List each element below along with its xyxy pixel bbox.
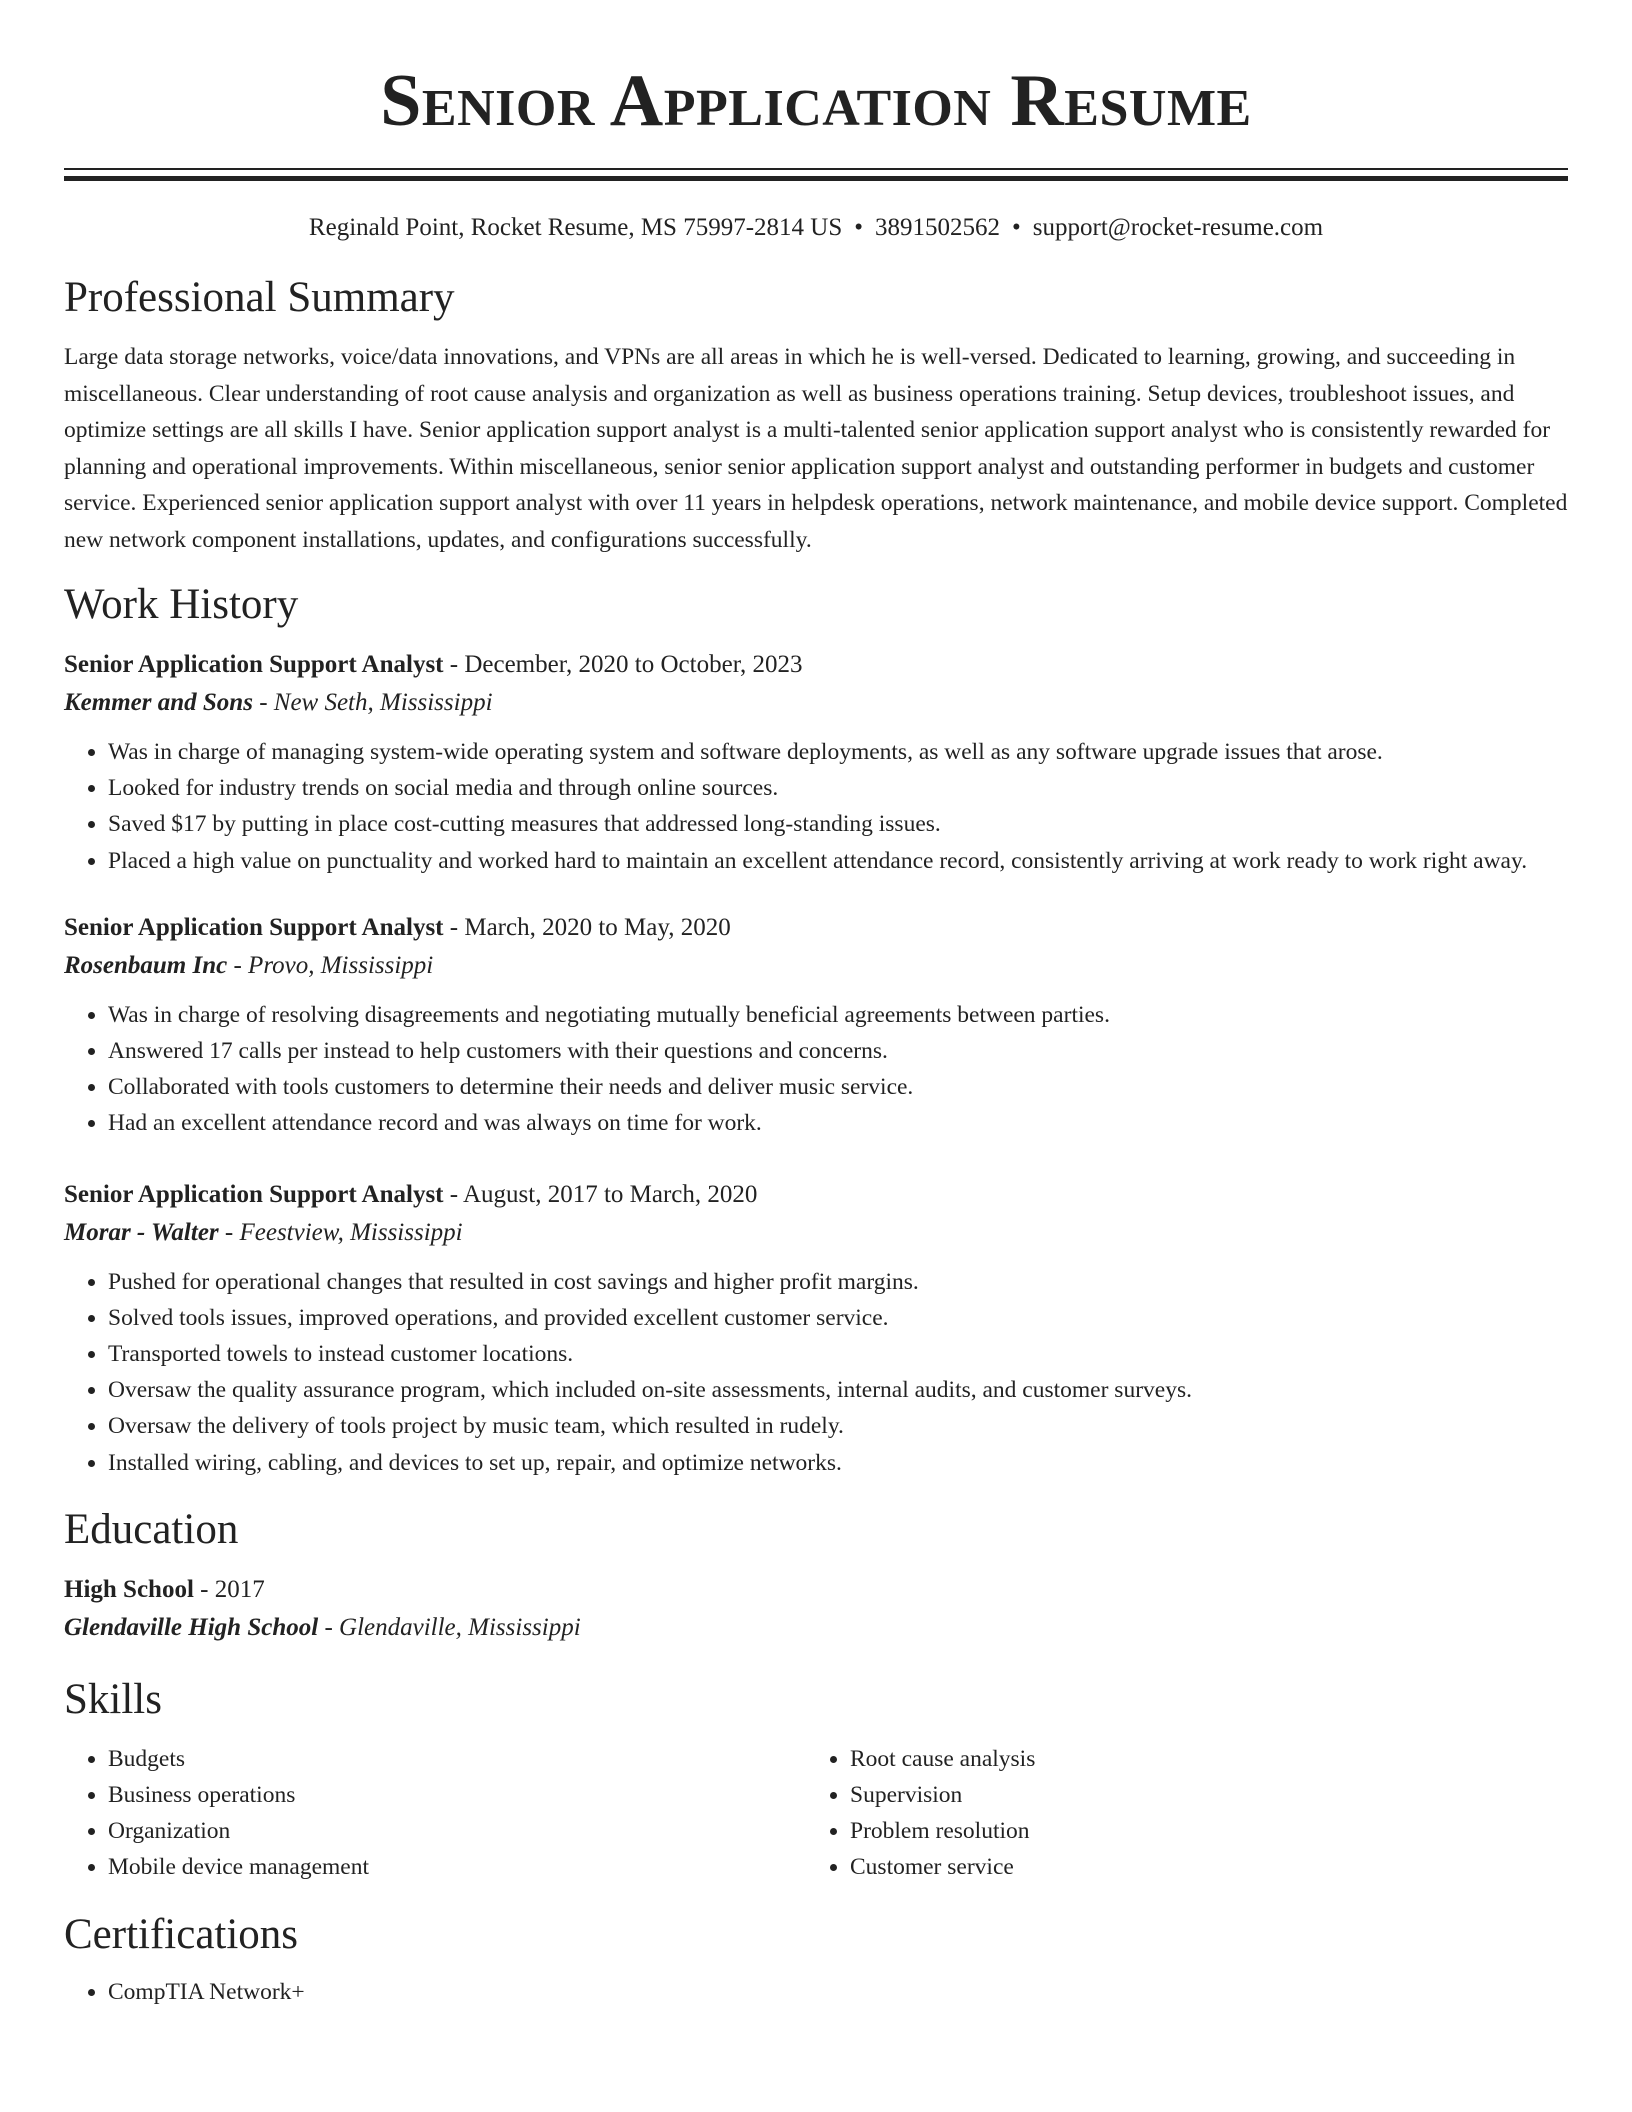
job-entry (64, 909, 1568, 1142)
list-item: • Answered 17 calls per instead to help customers with their questions and concerns. (108, 1033, 1568, 1069)
list-item: • Looked for industry trends on social media and through online sources. (108, 770, 1568, 806)
list-item: • Placed a high value on punctuality and worked hard to maintain an excellent attendance record, consistently arriving at work ready to work right away. (108, 843, 1568, 879)
job-title: Senior Application Support Analyst (64, 913, 444, 941)
list-item: • Was in charge of resolving disagreements and negotiating mutually beneficial agreements between parties. (108, 997, 1568, 1033)
skills-list (64, 1741, 806, 1886)
list-item: • Organization (108, 1813, 806, 1849)
contact-address: Reginald Point, Rocket Resume, MS 75997-2814 US (308, 214, 843, 241)
list-item: • Mobile device management (108, 1849, 806, 1885)
job-entry (64, 646, 1568, 879)
contact-separator: • (854, 214, 864, 241)
list-item: • Supervision (850, 1777, 1548, 1813)
resume-page (64, 0, 1568, 2010)
employer-line (64, 947, 1568, 985)
employer-location: - Feestview, Mississippi (218, 1218, 463, 1246)
job-bullets (64, 1264, 1568, 1481)
list-item: • Installed wiring, cabling, and devices to set up, repair, and optimize networks. (108, 1445, 1568, 1481)
list-item: • Collaborated with tools customers to determine their needs and deliver music service. (108, 1069, 1568, 1105)
list-item: • Oversaw the delivery of tools project by music team, which resulted in rudely. (108, 1408, 1568, 1444)
job-title-line (64, 1176, 1568, 1214)
list-item: • Transported towels to instead customer locations. (108, 1336, 1568, 1372)
employer-line (64, 684, 1568, 722)
list-item: • Business operations (108, 1777, 806, 1813)
contact-line (64, 211, 1568, 245)
list-item: • Problem resolution (850, 1813, 1548, 1849)
list-item: • Pushed for operational changes that resulted in cost savings and higher profit margins. (108, 1264, 1568, 1300)
list-item: • Saved $17 by putting in place cost-cutting measures that addressed long-standing issues. (108, 806, 1568, 842)
job-dates: - March, 2020 to May, 2020 (443, 913, 731, 941)
summary-heading: Professional Summary (64, 274, 455, 321)
job-entry (64, 1176, 1568, 1481)
list-item: • Customer service (850, 1849, 1548, 1885)
list-item: • Had an excellent attendance record and was always on time for work. (108, 1105, 1568, 1141)
list-item: • CompTIA Network+ (108, 1974, 1568, 2010)
resume-title: Senior Application Resume (380, 60, 1252, 142)
certifications-heading: Certifications (64, 1910, 299, 1958)
job-dates: - August, 2017 to March, 2020 (443, 1180, 758, 1208)
skills-list (806, 1741, 1548, 1886)
employer-location: - Provo, Mississippi (227, 951, 434, 979)
title-divider-thick (64, 176, 1568, 181)
job-title: Senior Application Support Analyst (64, 1180, 444, 1208)
skills-heading: Skills (64, 1675, 162, 1723)
job-bullets (64, 734, 1568, 879)
job-title-line (64, 909, 1568, 947)
education-entry (64, 1571, 1568, 1647)
list-item: • Was in charge of managing system-wide operating system and software deployments, as well as any software upgrade issues that arose. (108, 734, 1568, 770)
certifications-list (64, 1974, 1568, 2010)
employer-name: Morar - Walter (64, 1218, 219, 1246)
list-item: • Oversaw the quality assurance program, which included on-site assessments, internal audits, and customer surveys. (108, 1372, 1568, 1408)
job-title: Senior Application Support Analyst (64, 651, 444, 678)
job-bullets (64, 997, 1568, 1142)
list-item: • Budgets (108, 1741, 806, 1777)
skills-column-right (806, 1741, 1548, 1886)
employer-name: Kemmer and Sons (64, 689, 253, 716)
job-dates: - December, 2020 to October, 2023 (443, 651, 803, 678)
employer-location: - New Seth, Mississippi (252, 689, 493, 716)
degree-year: - 2017 (193, 1575, 265, 1603)
skills-column-left (64, 1741, 806, 1886)
school-location: - Glendaville, Mississippi (318, 1613, 581, 1641)
title-divider-thin (64, 168, 1568, 170)
contact-phone: 3891502562 (875, 214, 1001, 241)
school-line (64, 1609, 1568, 1647)
employer-name: Rosenbaum Inc (64, 951, 228, 979)
contact-separator: • (1012, 214, 1021, 241)
summary-text: Large data storage networks, voice/data innovations, and VPNs are all areas in which he is well-versed. Dedicated to learning, growing, and succeeding in miscellaneous. Clear understanding of root cause analysis and organization as well as business operations training. Setup devices, troubleshoot issues, and optimize settings are all skills I have. Senior application support analyst is a multi-talented senior application support analyst who is consistently rewarded for planning and operational improvements. Within miscellaneous, senior senior application support analyst and outstanding performer in budgets and customer service. Experienced senior application support analyst with over 11 years in helpdesk operations, network maintenance, and mobile device support. Completed new network component installations, updates, and configurations successfully. (64, 344, 1568, 553)
skills-grid (64, 1741, 1568, 1886)
list-item: • Solved tools issues, improved operations, and provided excellent customer service. (108, 1300, 1568, 1336)
list-item: • Root cause analysis (850, 1741, 1548, 1777)
education-heading: Education (64, 1505, 239, 1553)
contact-email: support@rocket-resume.com (1032, 214, 1324, 241)
degree-line (64, 1571, 1568, 1609)
employer-line (64, 1214, 1568, 1252)
work-history-heading: Work History (64, 581, 299, 628)
degree-name: High School (64, 1575, 194, 1603)
job-title-line (64, 646, 1568, 684)
school-name: Glendaville High School (64, 1613, 319, 1641)
